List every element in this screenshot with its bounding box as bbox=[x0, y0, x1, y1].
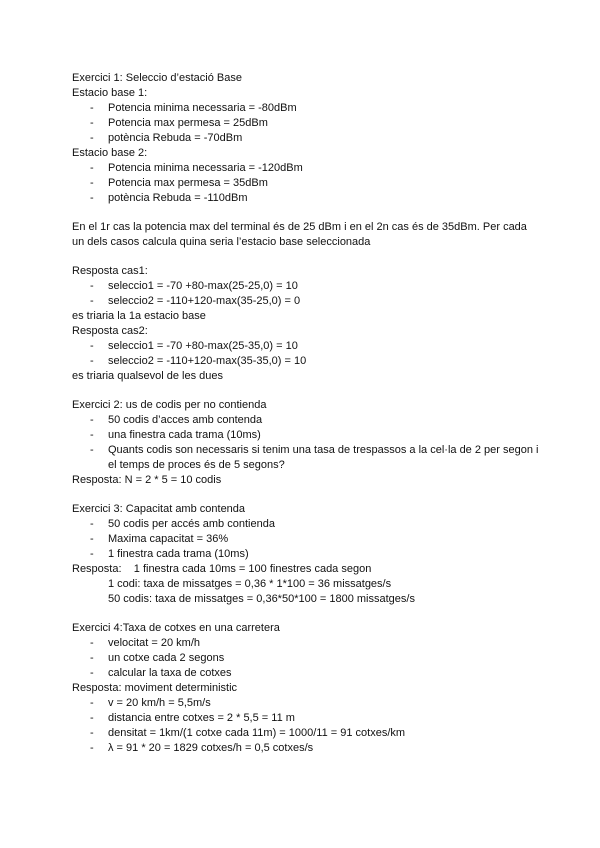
exercise-2-title: Exercici 2: us de codis per no contienda bbox=[72, 399, 267, 411]
list-item: - calcular la taxa de cotxes bbox=[90, 667, 232, 679]
answer-case-1-label: Resposta cas1: bbox=[72, 265, 148, 277]
list-item: - potència Rebuda = -70dBm bbox=[90, 132, 243, 144]
exercise-3-title: Exercici 3: Capacitat amb contenda bbox=[72, 503, 246, 515]
base-station-2-label: Estacio base 2: bbox=[72, 147, 148, 159]
exercise-4-title: Exercici 4:Taxa de cotxes en una carretera bbox=[72, 622, 280, 634]
answer-line: 1 finestra cada 10ms = 100 finestres cada segon bbox=[133, 563, 372, 575]
list-item: - Potencia max permesa = 25dBm bbox=[90, 117, 268, 129]
list-item: - distancia entre cotxes = 2 * 5,5 = 11 m bbox=[90, 712, 295, 724]
list-item: - velocitat = 20 km/h bbox=[90, 637, 201, 649]
list-item: - seleccio1 = -70 +80-max(25-25,0) = 10 bbox=[90, 280, 298, 292]
answer-line: 50 codis: taxa de missatges = 0,36*50*100 = 1800 missatges/s bbox=[108, 593, 415, 605]
list-item: - v = 20 km/h = 5,5m/s bbox=[90, 697, 211, 709]
list-item: - 1 finestra cada trama (10ms) bbox=[90, 548, 249, 560]
exercise-2-answer: Resposta: N = 2 * 5 = 10 codis bbox=[72, 474, 222, 486]
list-item: - Maxima capacitat = 36% bbox=[90, 533, 229, 545]
exercise-4-answer-label: Resposta: moviment deterministic bbox=[72, 682, 238, 694]
list-item: - seleccio2 = -110+120-max(35-35,0) = 10 bbox=[90, 355, 307, 367]
list-item: - Potencia minima necessaria = -80dBm bbox=[90, 102, 297, 114]
list-item: - seleccio1 = -70 +80-max(25-35,0) = 10 bbox=[90, 340, 298, 352]
list-item: - una finestra cada trama (10ms) bbox=[90, 429, 261, 441]
exercise-1-title: Exercici 1: Seleccio d’estació Base bbox=[72, 72, 242, 84]
list-item: - seleccio2 = -110+120-max(35-25,0) = 0 bbox=[90, 295, 301, 307]
base-station-1-label: Estacio base 1: bbox=[72, 87, 148, 99]
answer-case-1-conclusion: es triaria la 1a estacio base bbox=[72, 310, 206, 322]
list-item: - Quants codis son necessaris si tenim una tasa de trespassos a la cel·la de 2 per segon i el temps de proces és de 5 segons? bbox=[90, 444, 539, 471]
answer-line: 1 codi: taxa de missatges = 0,36 * 1*100 = 36 missatges/s bbox=[108, 578, 392, 590]
list-item: - 50 codis d’acces amb contenda bbox=[90, 414, 263, 426]
answer-case-2-conclusion: es triaria qualsevol de les dues bbox=[72, 370, 224, 382]
list-item: - potència Rebuda = -110dBm bbox=[90, 192, 248, 204]
list-item: - densitat = 1km/(1 cotxe cada 11m) = 1000/11 = 91 cotxes/km bbox=[90, 727, 406, 739]
list-item: - λ = 91 * 20 = 1829 cotxes/h = 0,5 cotxes/s bbox=[90, 742, 314, 754]
list-item: - Potencia minima necessaria = -120dBm bbox=[90, 162, 303, 174]
exercise-1-statement: En el 1r cas la potencia max del terminal és de 25 dBm i en el 2n cas és de 35dBm. Per cada un dels casos calcula quina seria l’estacio base seleccionada bbox=[72, 221, 527, 248]
list-item: - Potencia max permesa = 35dBm bbox=[90, 177, 268, 189]
answer-case-2-label: Resposta cas2: bbox=[72, 325, 148, 337]
exercise-3-answer bbox=[72, 562, 542, 577]
list-item: - un cotxe cada 2 segons bbox=[90, 652, 225, 664]
answer-label: Resposta: bbox=[72, 563, 122, 575]
document-content bbox=[72, 71, 542, 756]
list-item: - 50 codis per accés amb contienda bbox=[90, 518, 275, 530]
